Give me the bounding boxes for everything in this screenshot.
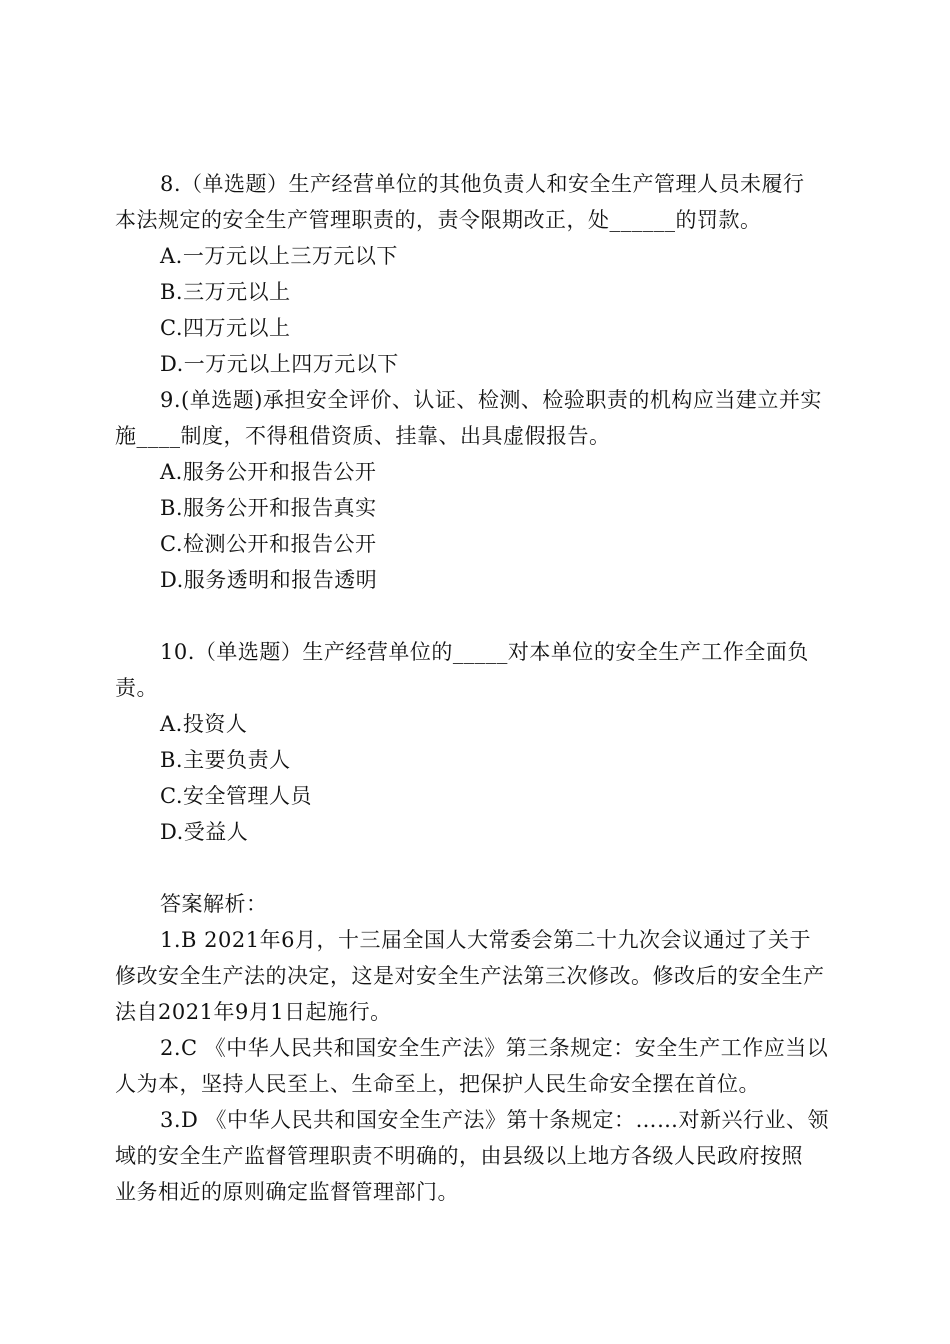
option-a: A.投资人 bbox=[160, 712, 248, 736]
answer-text: 人为本，坚持人民至上、生命至上，把保护人民生命安全摆在首位。 bbox=[115, 1072, 760, 1096]
question-text: 责。 bbox=[115, 676, 158, 700]
option-a: A.服务公开和报告公开 bbox=[160, 460, 377, 484]
option-a: A.一万元以上三万元以下 bbox=[160, 244, 398, 268]
answer-text: 3.D 《中华人民共和国安全生产法》第十条规定：……对新兴行业、领 bbox=[160, 1108, 830, 1132]
option-d: D.服务透明和报告透明 bbox=[160, 568, 378, 592]
answer-heading: 答案解析： bbox=[160, 892, 268, 916]
question-8 bbox=[115, 166, 855, 382]
option-b: B.三万元以上 bbox=[160, 280, 291, 304]
option-b: B.服务公开和报告真实 bbox=[160, 496, 377, 520]
answer-section bbox=[115, 886, 855, 1210]
answer-text: 2.C 《中华人民共和国安全生产法》第三条规定：安全生产工作应当以 bbox=[160, 1036, 829, 1060]
answer-item-3 bbox=[115, 1102, 855, 1210]
answer-text: 法自2021年9月1日起施行。 bbox=[115, 1000, 392, 1024]
question-text: 9.(单选题)承担安全评价、认证、检测、检验职责的机构应当建立并实 bbox=[160, 388, 822, 412]
option-b: B.主要负责人 bbox=[160, 748, 291, 772]
option-c: C.检测公开和报告公开 bbox=[160, 532, 377, 556]
option-d: D.受益人 bbox=[160, 820, 249, 844]
spacer bbox=[115, 598, 855, 634]
option-c: C.安全管理人员 bbox=[160, 784, 312, 808]
answer-text: 1.B 2021年6月，十三届全国人大常委会第二十九次会议通过了关于 bbox=[160, 928, 811, 952]
spacer bbox=[115, 850, 855, 886]
question-9 bbox=[115, 382, 855, 598]
answer-text: 修改安全生产法的决定，这是对安全生产法第三次修改。修改后的安全生产 bbox=[115, 964, 825, 988]
question-text: 本法规定的安全生产管理职责的，责令限期改正，处______的罚款。 bbox=[115, 208, 762, 232]
answer-text: 业务相近的原则确定监督管理部门。 bbox=[115, 1180, 459, 1204]
document-page bbox=[115, 166, 855, 1210]
answer-item-1 bbox=[115, 922, 855, 1030]
answer-text: 域的安全生产监督管理职责不明确的，由县级以上地方各级人民政府按照 bbox=[115, 1144, 803, 1168]
option-c: C.四万元以上 bbox=[160, 316, 291, 340]
option-d: D.一万元以上四万元以下 bbox=[160, 352, 399, 376]
question-text: 8.（单选题）生产经营单位的其他负责人和安全生产管理人员未履行 bbox=[160, 172, 805, 196]
question-text: 10.（单选题）生产经营单位的_____对本单位的安全生产工作全面负 bbox=[160, 640, 809, 664]
question-text: 施____制度，不得租借资质、挂靠、出具虚假报告。 bbox=[115, 424, 611, 448]
question-10 bbox=[115, 634, 855, 850]
answer-item-2 bbox=[115, 1030, 855, 1102]
